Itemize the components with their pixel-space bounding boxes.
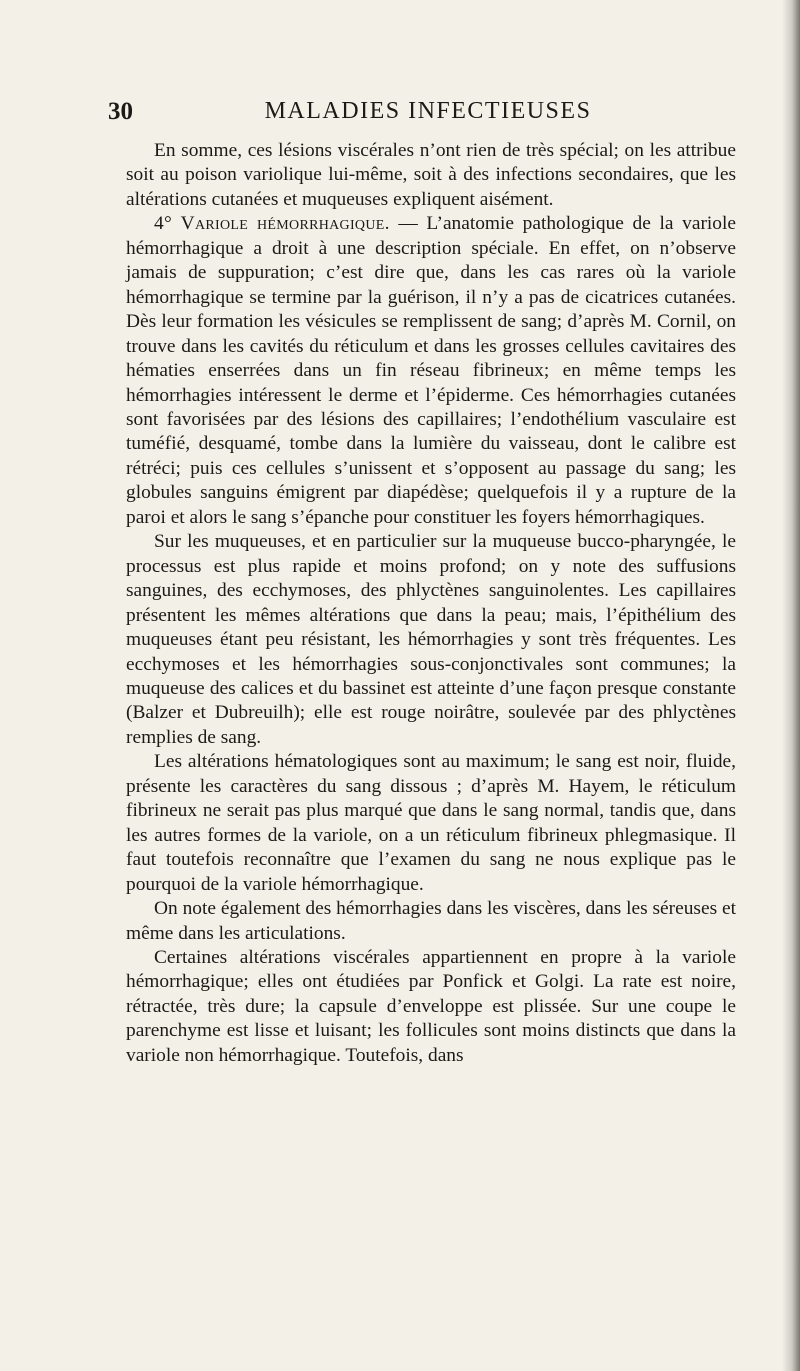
- paragraph-5-text: On note également des hémorrhagies dans les viscères, dans les séreuses et même dans les articulations.: [126, 898, 736, 944]
- page-header: [108, 98, 748, 138]
- page-edge-shadow: [782, 0, 800, 1371]
- paragraph-3-text: Sur les muqueuses, et en particulier sur la muqueuse bucco-pharyngée, le processus est plus rapide et moins profond; on y note des suffusions sanguines, des ecchymoses, des phlyctènes sanguinolentes. Les capillaires présentent les mêmes altérations que dans la peau; mais, l’épithélium des muqueuses étant peu résistant, les hémorrhagies y sont très fréquentes. Les ecchymoses et les hémorrhagies sous-conjonctivales sont communes; la muqueuse des calices et du bassinet est atteinte d’une façon presque constante (Balzer et Dubreuilh); elle est rouge noirâtre, soulevée par des phlyctènes remplies de sang.: [126, 531, 736, 748]
- body-text: [126, 139, 736, 1068]
- paragraph-2: [126, 212, 736, 530]
- paragraph-3: [126, 530, 736, 750]
- page-number: 30: [108, 98, 133, 125]
- paragraph-1: [126, 139, 736, 212]
- paragraph-6-text: Certaines altérations viscérales appartiennent en propre à la variole hémorrhagique; elles ont étudiées par Ponfick et Golgi. La rate est noire, rétractée, très dure; la capsule d’enveloppe est plissée. Sur une coupe le parenchyme est lisse et luisant; les follicules sont moins distincts que dans la variole non hémorrhagique. Toutefois, dans: [126, 946, 736, 1066]
- paragraph-4: [126, 750, 736, 897]
- paragraph-4-text: Les altérations hématologiques sont au maximum; le sang est noir, fluide, présente les caractères du sang dissous ; d’après M. Hayem, le réticulum fibrineux ne serait pas plus marqué que dans le sang normal, tandis que, dans les autres formes de la variole, on a un réticulum fibrineux phlegmasique. Il faut toutefois reconnaître que l’examen du sang ne nous explique pas le pourquoi de la variole hémorrhagique.: [126, 751, 736, 895]
- paragraph-6: [126, 946, 736, 1068]
- paragraph-1-text: En somme, ces lésions viscérales n’ont rien de très spécial; on les attribue soit au poison variolique lui-même, soit à des infections secondaires, que les altérations cutanées et muqueuses expliquent aisément.: [126, 140, 736, 210]
- paragraph-2-text: — L’anatomie pathologique de la variole hémorrhagique a droit à une description spéciale. En effet, on n’observe jamais de suppuration; c’est dire que, dans les cas rares où la variole hémorrhagique se termine par la guérison, il n’y a pas de cicatrices cutanées. Dès leur formation les vésicules se remplissent de sang; d’après M. Cornil, on trouve dans les cavités du réticulum et dans les grosses cellules cavitaires des hématies enserrées dans un fin réseau fibrineux; en même temps les hémorrhagies intéressent le derme et l’épiderme. Ces hémorrhagies cutanées sont favorisées par des lésions des capillaires; l’endothélium vasculaire est tuméfié, desquamé, tombe dans la lumière du vaisseau, dont le calibre est rétréci; puis ces cellules s’unissent et s’opposent au passage du sang; les globules sanguins émigrent par diapédèse; quelquefois il y a rupture de la paroi et alors le sang s’épanche pour constituer les foyers hémorrhagiques.: [126, 213, 736, 528]
- paragraph-5: [126, 897, 736, 946]
- section-heading-variole-hemorrhagique: 4° Variole hémorrhagique.: [154, 213, 390, 235]
- running-title: MALADIES INFECTIEUSES: [264, 98, 592, 124]
